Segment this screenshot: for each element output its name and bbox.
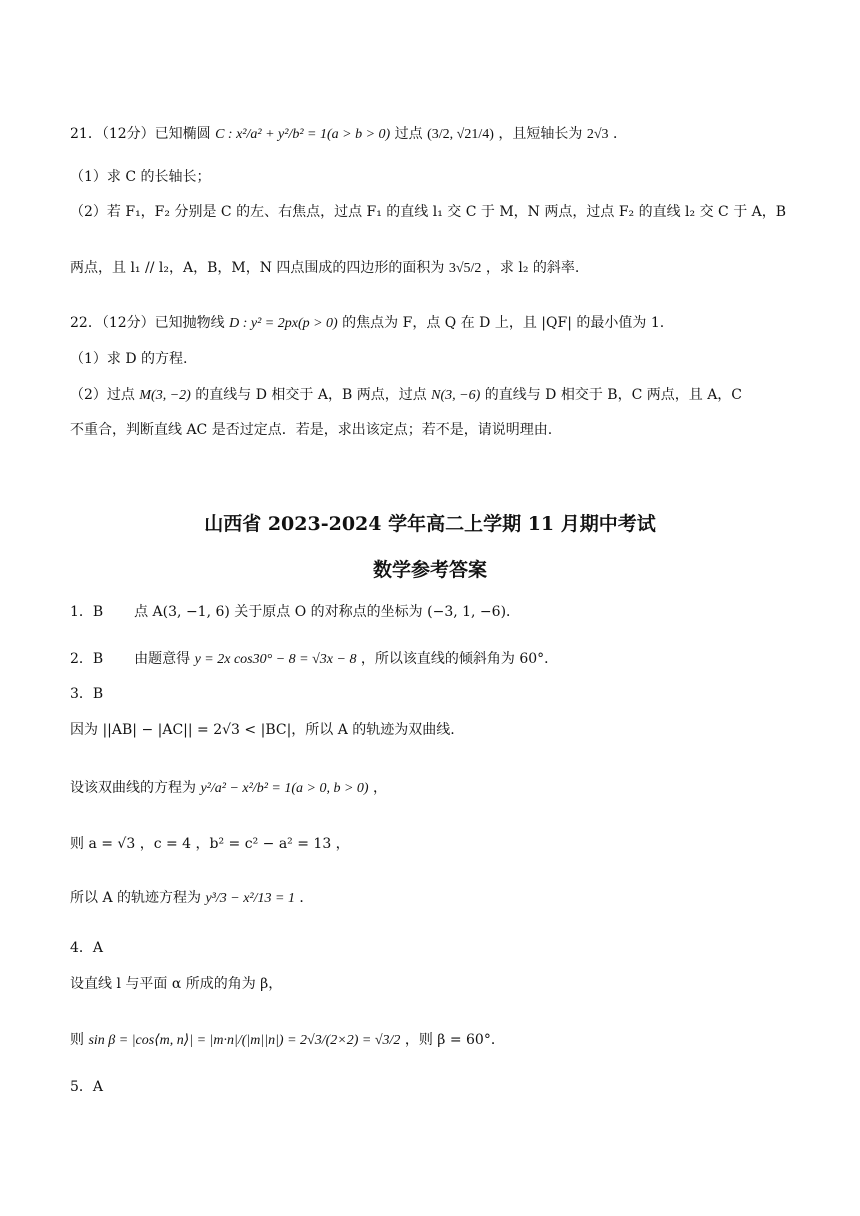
q22-part2-pre: （2）过点 xyxy=(70,387,135,403)
q21-part1: （1）求 C 的长轴长； xyxy=(70,169,211,185)
answer-3-line-1: 因为 ||AB| − |AC|| = 2√3 < |BC|，所以 A 的轨迹为双曲线. xyxy=(70,722,455,738)
answer-3-line-4-equation: y³/3 − x²/13 = 1 xyxy=(205,891,295,906)
q22-point-m: M(3, −2) xyxy=(139,388,191,403)
answer-2-equation: y = 2x cos30° − 8 = √3x − 8 xyxy=(194,652,357,667)
answer-3-line-2-pre: 设该双曲线的方程为 xyxy=(70,780,196,796)
answer-2-post: ，所以该直线的倾斜角为 60°． xyxy=(360,651,559,667)
answer-1 xyxy=(70,602,520,622)
q21-point: (3/2, √21/4) xyxy=(427,127,494,142)
q21-mid: 过点 xyxy=(394,126,423,142)
q21-part2-line-a: （2）若 F₁，F₂ 分别是 C 的左、右焦点，过点 F₁ 的直线 l₁ 交 C 于 M，N 两点，过点 F₂ 的直线 l₂ 交 C 于 A，B xyxy=(70,204,787,220)
answer-3-line-3: 则 a = √3 ，c = 4 ，b² = c² − a² = 13 ， xyxy=(70,836,350,852)
answer-4-line-2-pre: 则 xyxy=(70,1032,84,1048)
answer-4-line-2-post: ，则 β = 60°． xyxy=(404,1032,505,1048)
answer-4-line-1: 设直线 l 与平面 α 所成的角为 β， xyxy=(70,976,283,992)
answer-2-number: 2．B xyxy=(70,651,104,667)
answer-3-line-2-equation: y²/a² − x²/b² = 1(a > 0, b > 0) xyxy=(200,781,369,796)
answer-3-line-2 xyxy=(70,778,387,799)
q21-end: ． xyxy=(612,126,627,142)
answer-4-line-2-equation: sin β = |cos⟨m, n⟩| = |m·n|/(|m||n|) = 2√3/(2×2) = √3/2 xyxy=(88,1033,401,1048)
answer-3-line-2-post: ， xyxy=(373,780,388,796)
answer-1-number: 1．B xyxy=(70,604,104,620)
q21-tail: ，且短轴长为 xyxy=(498,126,583,142)
q21-area: 3√5/2 xyxy=(448,261,482,276)
answer-4-line-2 xyxy=(70,1030,505,1051)
q22-part2-line-a xyxy=(70,385,742,406)
answer-3-line-4-post: ． xyxy=(299,890,314,906)
q22-parabola-equation: D : y² = 2px(p > 0) xyxy=(229,316,338,331)
q22-line-1 xyxy=(70,313,664,334)
answer-2-pre: 由题意得 xyxy=(134,651,191,667)
answers-title: 山西省 2023-2024 学年高二上学期 11 月期中考试 xyxy=(204,513,656,535)
answer-2 xyxy=(70,649,558,670)
q21-minor-axis: 2√3 xyxy=(586,127,609,142)
answer-3-line-4-pre: 所以 A 的轨迹方程为 xyxy=(70,890,202,906)
q22-part1: （1）求 D 的方程. xyxy=(70,351,188,367)
answer-4-number: 4．A xyxy=(70,940,104,956)
answer-3-line-4 xyxy=(70,888,313,909)
q21-line-1 xyxy=(70,124,627,145)
q22-part2-post: 的直线与 D 相交于 B，C 两点，且 A，C xyxy=(484,387,743,403)
q22-lead: 22．（12分）已知抛物线 xyxy=(70,315,225,331)
answers-subtitle: 数学参考答案 xyxy=(372,559,487,581)
q22-point-n: N(3, −6) xyxy=(431,388,481,403)
q21-lead: 21．（12分）已知椭圆 xyxy=(70,126,211,142)
q22-rest: 的焦点为 F，点 Q 在 D 上，且 |QF| 的最小值为 1. xyxy=(342,315,665,331)
answer-1-text: 点 A(3, −1, 6) 关于原点 O 的对称点的坐标为 (−3, 1, −6)． xyxy=(134,604,521,620)
q21-part2-pre: 两点，且 l₁ // l₂，A，B，M，N 四点围成的四边形的面积为 xyxy=(70,260,445,276)
answer-5-number: 5．A xyxy=(70,1079,104,1095)
q22-part2-mid: 的直线与 D 相交于 A，B 两点，过点 xyxy=(195,387,427,403)
q22-part2-line-b: 不重合，判断直线 AC 是否过定点．若是，求出该定点；若不是，请说明理由. xyxy=(70,422,553,438)
q21-part2-post: ，求 l₂ 的斜率. xyxy=(485,260,580,276)
q21-part2-line-b xyxy=(70,258,579,279)
q21-ellipse-equation: C : x²/a² + y²/b² = 1(a > b > 0) xyxy=(215,127,391,142)
answer-3-number: 3．B xyxy=(70,686,104,702)
